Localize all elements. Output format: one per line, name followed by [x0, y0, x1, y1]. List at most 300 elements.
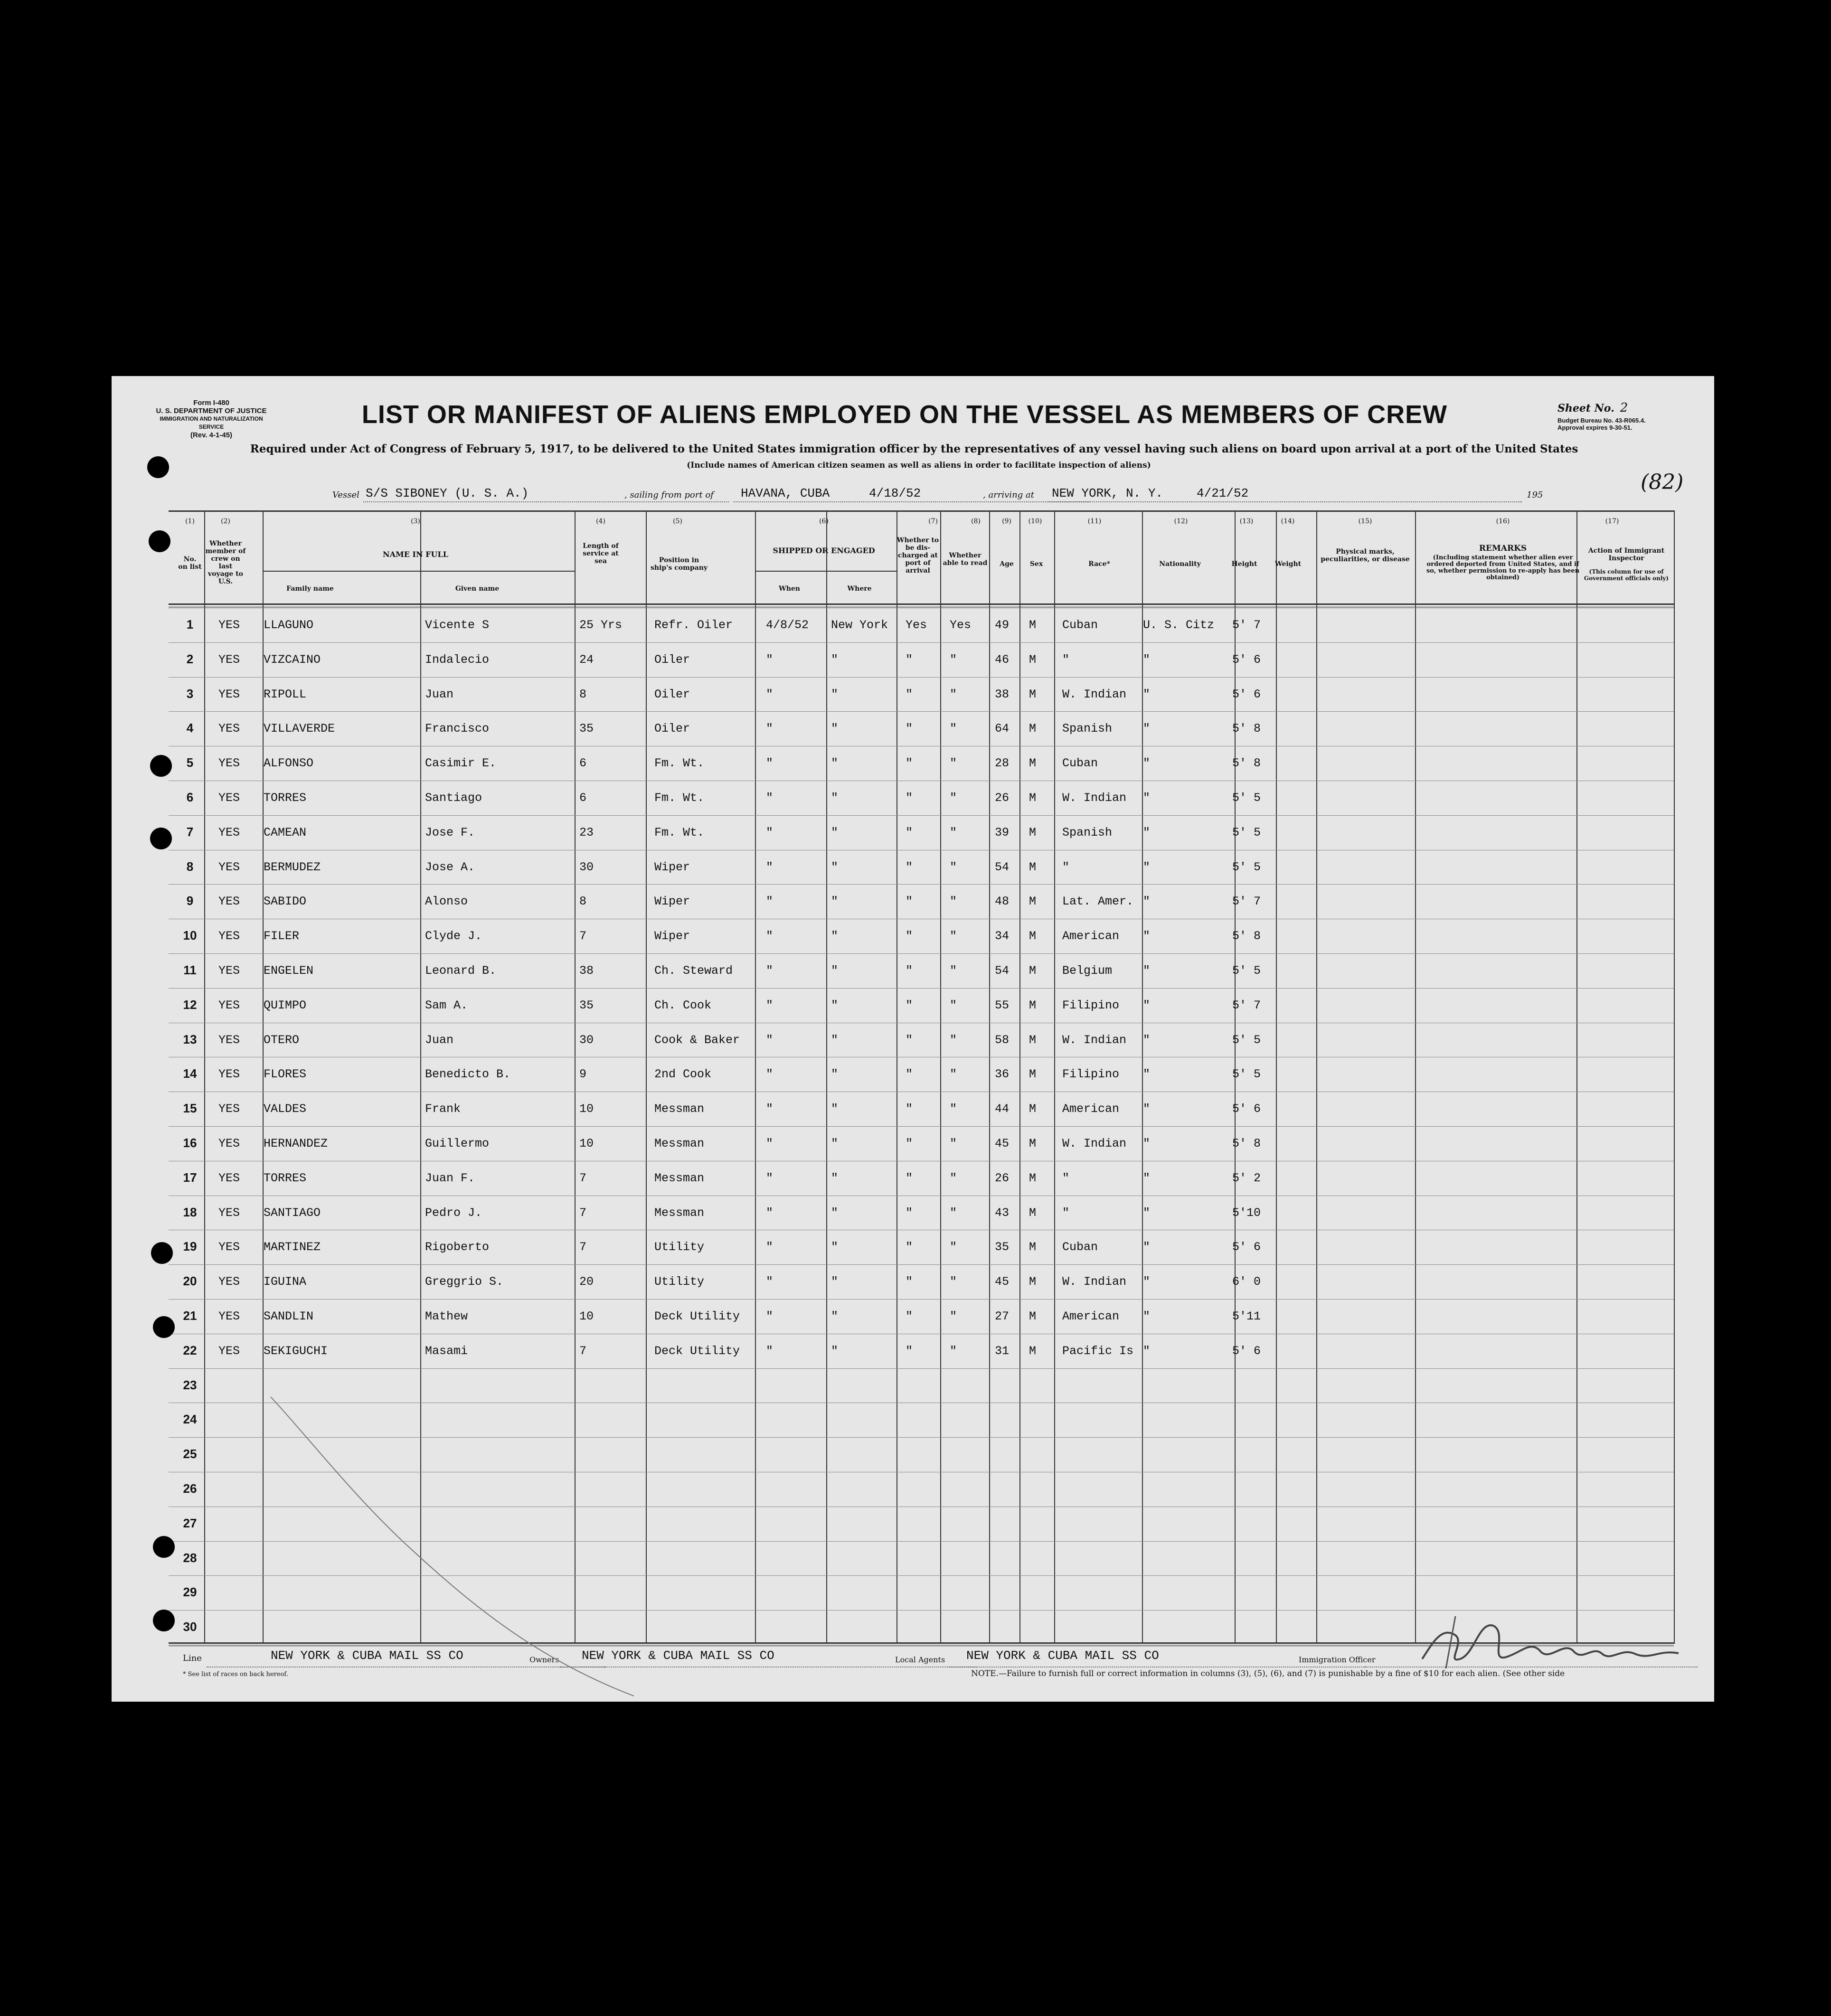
cell-read: "	[950, 1171, 957, 1185]
cell-when: "	[766, 722, 774, 736]
agents-value: NEW YORK & CUBA MAIL SS CO	[966, 1649, 1159, 1663]
cell-length: 8	[579, 895, 587, 909]
col-num-14: (14)	[1281, 518, 1295, 525]
cell-sex: M	[1029, 1240, 1037, 1254]
cell-length: 35	[579, 998, 594, 1012]
cell-read: "	[950, 687, 957, 701]
cell-sex: M	[1029, 756, 1037, 771]
cell-sex: M	[1029, 1102, 1037, 1116]
cell-position: Ch. Cook	[654, 998, 712, 1012]
approval-expiry: Approval expires 9-30-51.	[1557, 424, 1633, 431]
cell-given: Leonard B.	[425, 964, 497, 978]
cell-nationality: "	[1143, 1240, 1151, 1254]
cell-family: TORRES	[264, 1171, 307, 1185]
cell-position: Messman	[654, 1206, 705, 1220]
cell-last: YES	[218, 1344, 240, 1358]
cell-position: Ch. Steward	[654, 964, 733, 978]
cell-race: W. Indian	[1062, 791, 1127, 805]
cell-given: Benedicto B.	[425, 1067, 511, 1082]
header-divider	[263, 571, 575, 572]
cell-given: Santiago	[425, 791, 482, 805]
row-divider	[169, 988, 1674, 989]
cell-nationality: "	[1143, 791, 1151, 805]
cell-last: YES	[218, 998, 240, 1012]
row-number: 23	[183, 1377, 197, 1392]
cell-family: SANDLIN	[264, 1309, 314, 1323]
cell-length: 24	[579, 652, 594, 667]
binder-hole	[153, 1610, 175, 1631]
binder-hole	[153, 1536, 175, 1558]
row-number: 10	[183, 928, 197, 943]
cell-read: "	[950, 722, 957, 736]
cell-when: "	[766, 1067, 774, 1082]
cell-where: "	[831, 1137, 839, 1150]
col-label-position: Position in ship's company	[650, 556, 708, 572]
cell-when: "	[766, 998, 774, 1012]
cell-height: 5' 8	[1232, 929, 1261, 943]
col-num-17: (17)	[1605, 518, 1619, 525]
sailing-date: 4/18/52	[869, 486, 921, 500]
row-number: 13	[183, 1032, 197, 1046]
cell-length: 7	[579, 1171, 587, 1185]
cell-height: 5' 5	[1232, 1033, 1261, 1047]
cell-discharged: "	[906, 652, 913, 667]
col-num-7: (7)	[928, 518, 938, 525]
cell-race: "	[1062, 1171, 1070, 1185]
col-label-physical: Physical marks, peculiarities, or disease	[1321, 548, 1410, 563]
cell-position: Fm. Wt.	[654, 791, 705, 805]
cell-last: YES	[218, 652, 240, 667]
column-divider	[1054, 510, 1055, 1644]
cell-discharged: "	[906, 1240, 913, 1254]
cell-given: Casimir E.	[425, 756, 497, 771]
cell-read: "	[950, 1033, 957, 1047]
cell-race: W. Indian	[1062, 687, 1127, 701]
row-number: 3	[186, 686, 194, 701]
row-number: 28	[183, 1550, 197, 1565]
cell-height: 5' 7	[1232, 618, 1261, 632]
cell-length: 6	[579, 756, 587, 771]
cell-read: "	[950, 791, 957, 805]
cell-position: 2nd Cook	[654, 1067, 712, 1082]
cell-last: YES	[218, 929, 240, 943]
cell-age: 31	[995, 1344, 1010, 1358]
cell-nationality: "	[1143, 652, 1151, 667]
cell-age: 55	[995, 998, 1010, 1012]
cell-race: "	[1062, 652, 1070, 667]
cell-when: "	[766, 860, 774, 874]
cell-height: 5' 5	[1232, 964, 1261, 978]
cell-when: "	[766, 1102, 774, 1116]
cell-when: "	[766, 964, 774, 978]
row-divider	[169, 642, 1674, 643]
cell-age: 35	[995, 1240, 1010, 1254]
row-number: 29	[183, 1585, 197, 1600]
cell-age: 54	[995, 964, 1010, 978]
cell-discharged: "	[906, 964, 913, 978]
cell-sex: M	[1029, 1344, 1037, 1358]
col-label-nationality: Nationality	[1159, 560, 1201, 568]
cell-nationality: "	[1143, 1309, 1151, 1323]
cell-discharged: "	[906, 998, 913, 1012]
cell-age: 38	[995, 687, 1010, 701]
cell-sex: M	[1029, 687, 1037, 701]
sailing-port: HAVANA, CUBA	[741, 486, 830, 500]
cell-height: 5' 2	[1232, 1171, 1261, 1185]
diagonal-mark	[268, 1392, 648, 1701]
cell-where: New York	[831, 618, 888, 632]
cell-read: "	[950, 1067, 957, 1082]
cell-last: YES	[218, 756, 240, 771]
row-number: 4	[186, 721, 194, 735]
cell-last: YES	[218, 1275, 240, 1289]
cell-nationality: "	[1143, 860, 1151, 874]
row-divider	[169, 1299, 1674, 1300]
cell-discharged: "	[906, 1309, 913, 1323]
cell-family: VILLAVERDE	[264, 722, 335, 736]
cell-nationality: "	[1143, 1275, 1151, 1289]
sheet-number: 2	[1620, 401, 1628, 415]
cell-age: 43	[995, 1206, 1010, 1220]
cell-read: "	[950, 998, 957, 1012]
col-label-shipped: SHIPPED OR ENGAGED	[773, 546, 875, 555]
column-divider	[989, 510, 990, 1644]
cell-position: Wiper	[654, 895, 690, 909]
cell-length: 8	[579, 687, 587, 701]
cell-where: "	[831, 1344, 839, 1358]
cell-when: 4/8/52	[766, 618, 809, 632]
row-number: 20	[183, 1274, 197, 1289]
sheet-info	[1557, 401, 1700, 431]
cell-last: YES	[218, 687, 240, 701]
row-number: 26	[183, 1481, 197, 1496]
form-number: Form I-480	[193, 399, 229, 407]
cell-race: Belgium	[1062, 964, 1113, 978]
column-divider	[1316, 510, 1317, 1644]
cell-length: 38	[579, 964, 594, 978]
col-num-13: (13)	[1239, 518, 1254, 525]
cell-age: 39	[995, 825, 1010, 839]
col-label-race: Race*	[1088, 560, 1110, 568]
cell-age: 45	[995, 1275, 1010, 1289]
cell-when: "	[766, 791, 774, 805]
cell-discharged: "	[906, 895, 913, 909]
cell-sex: M	[1029, 860, 1037, 874]
cell-age: 36	[995, 1067, 1010, 1082]
cell-sex: M	[1029, 825, 1037, 839]
cell-race: "	[1062, 860, 1070, 874]
cell-nationality: "	[1143, 1137, 1151, 1150]
cell-given: Masami	[425, 1344, 468, 1358]
cell-sex: M	[1029, 964, 1037, 978]
cell-given: Frank	[425, 1102, 461, 1116]
cell-read: "	[950, 1240, 957, 1254]
cell-when: "	[766, 1171, 774, 1185]
cell-family: VIZCAINO	[264, 652, 321, 667]
col-label-remarks-note: (Including statement whether alien ever ordered deported from United States, and if so, whether permission to re-apply has been obtained)	[1426, 554, 1580, 581]
row-number: 27	[183, 1516, 197, 1530]
cell-family: ENGELEN	[264, 964, 314, 978]
cell-nationality: "	[1143, 756, 1151, 771]
sailing-label: , sailing from port of	[624, 490, 714, 500]
cell-length: 7	[579, 929, 587, 943]
col-num-12: (12)	[1174, 518, 1188, 525]
column-divider	[1276, 510, 1277, 1644]
cell-given: Juan	[425, 1033, 454, 1047]
cell-position: Messman	[654, 1171, 705, 1185]
cell-length: 20	[579, 1275, 594, 1289]
cell-last: YES	[218, 964, 240, 978]
page-subtitle-note: (Include names of American citizen seamen as well as aliens in order to facilitate inspection of aliens)	[687, 461, 1151, 470]
cell-read: "	[950, 1344, 957, 1358]
cell-family: TORRES	[264, 791, 307, 805]
cell-last: YES	[218, 825, 240, 839]
cell-sex: M	[1029, 929, 1037, 943]
cell-nationality: "	[1143, 722, 1151, 736]
cell-height: 5' 7	[1232, 895, 1261, 909]
row-number: 7	[186, 824, 194, 839]
cell-given: Mathew	[425, 1309, 468, 1323]
row-number: 16	[183, 1136, 197, 1150]
cell-given: Guillermo	[425, 1137, 490, 1150]
cell-sex: M	[1029, 1309, 1037, 1323]
cell-race: Filipino	[1062, 1067, 1120, 1082]
col-label-name: NAME IN FULL	[382, 550, 448, 559]
row-divider	[169, 884, 1674, 885]
cell-age: 44	[995, 1102, 1010, 1116]
cell-sex: M	[1029, 652, 1037, 667]
cell-where: "	[831, 825, 839, 839]
row-divider	[169, 1126, 1674, 1127]
row-number: 6	[186, 790, 194, 804]
cell-age: 45	[995, 1137, 1010, 1150]
cell-length: 7	[579, 1344, 587, 1358]
page-title: LIST OR MANIFEST OF ALIENS EMPLOYED ON THE VESSEL AS MEMBERS OF CREW	[361, 400, 1448, 429]
cell-position: Fm. Wt.	[654, 825, 705, 839]
binder-hole	[153, 1316, 175, 1338]
cell-last: YES	[218, 1102, 240, 1116]
cell-family: CAMEAN	[264, 825, 307, 839]
cell-discharged: "	[906, 825, 913, 839]
col-num-11: (11)	[1087, 518, 1102, 525]
col-label-last-voyage: Whether member of crew on last voyage to U.S.	[205, 540, 246, 585]
cell-given: Jose F.	[425, 825, 475, 839]
cell-position: Utility	[654, 1240, 705, 1254]
cell-read: "	[950, 652, 957, 667]
cell-when: "	[766, 825, 774, 839]
cell-discharged: "	[906, 791, 913, 805]
cell-discharged: "	[906, 1171, 913, 1185]
cell-race: Cuban	[1062, 618, 1098, 632]
col-label-length: Length of service at sea	[583, 542, 619, 565]
col-label-sex: Sex	[1029, 560, 1043, 568]
cell-family: BERMUDEZ	[264, 860, 321, 874]
cell-height: 5' 7	[1232, 998, 1261, 1012]
cell-where: "	[831, 929, 839, 943]
binder-hole	[151, 1242, 173, 1264]
row-number: 1	[186, 617, 194, 631]
cell-race: Spanish	[1062, 722, 1113, 736]
row-divider	[169, 711, 1674, 712]
cell-position: Oiler	[654, 722, 690, 736]
cell-last: YES	[218, 618, 240, 632]
cell-family: LLAGUNO	[264, 618, 314, 632]
cell-where: "	[831, 1309, 839, 1323]
cell-discharged: "	[906, 860, 913, 874]
cell-when: "	[766, 1344, 774, 1358]
cell-nationality: "	[1143, 1171, 1151, 1185]
cell-nationality: "	[1143, 1102, 1151, 1116]
cell-length: 10	[579, 1137, 594, 1150]
cell-position: Cook & Baker	[654, 1033, 740, 1047]
cell-nationality: "	[1143, 1067, 1151, 1082]
cell-nationality: "	[1143, 825, 1151, 839]
cell-read: Yes	[950, 618, 972, 632]
row-divider	[169, 1368, 1674, 1369]
cell-where: "	[831, 652, 839, 667]
cell-race: Spanish	[1062, 825, 1113, 839]
column-divider	[826, 510, 827, 1644]
cell-race: American	[1062, 929, 1120, 943]
cell-where: "	[831, 1171, 839, 1185]
cell-discharged: "	[906, 929, 913, 943]
page-subtitle: Required under Act of Congress of February 5, 1917, to be delivered to the United States immigration officer by the representatives of any vessel having such aliens on board upon arrival at a port of the United States	[250, 443, 1578, 455]
cell-nationality: U. S. Citz	[1143, 618, 1215, 632]
cell-height: 5' 8	[1232, 722, 1261, 736]
cell-nationality: "	[1143, 687, 1151, 701]
cell-where: "	[831, 895, 839, 909]
races-note: * See list of races on back hereof.	[183, 1671, 288, 1678]
cell-last: YES	[218, 1240, 240, 1254]
cell-discharged: Yes	[906, 618, 927, 632]
cell-race: Filipino	[1062, 998, 1120, 1012]
row-number: 2	[186, 651, 194, 666]
cell-read: "	[950, 1275, 957, 1289]
cell-height: 5' 8	[1232, 756, 1261, 771]
column-divider	[755, 510, 756, 1644]
cell-position: Messman	[654, 1137, 705, 1150]
cell-age: 46	[995, 652, 1010, 667]
cell-race: American	[1062, 1309, 1120, 1323]
cell-height: 5' 5	[1232, 825, 1261, 839]
cell-race: "	[1062, 1206, 1070, 1220]
cell-discharged: "	[906, 1137, 913, 1150]
cell-read: "	[950, 929, 957, 943]
arrival-port: NEW YORK, N. Y.	[1052, 486, 1163, 500]
cell-discharged: "	[906, 756, 913, 771]
cell-given: Rigoberto	[425, 1240, 490, 1254]
vessel-name: S/S SIBONEY (U. S. A.)	[366, 486, 529, 500]
cell-race: Pacific Is	[1062, 1344, 1134, 1358]
vessel-label: Vessel	[332, 490, 359, 500]
row-divider	[169, 677, 1674, 678]
cell-height: 5' 8	[1232, 1137, 1261, 1150]
agents-label: Local Agents	[895, 1655, 945, 1664]
cell-last: YES	[218, 1206, 240, 1220]
cell-age: 64	[995, 722, 1010, 736]
form-revision: (Rev. 4-1-45)	[190, 431, 233, 439]
cell-discharged: "	[906, 1067, 913, 1082]
col-label-read: Whether able to read	[943, 552, 988, 567]
cell-length: 10	[579, 1309, 594, 1323]
cell-race: Cuban	[1062, 1240, 1098, 1254]
cell-height: 5'11	[1232, 1309, 1261, 1323]
col-label-age: Age	[1000, 560, 1014, 568]
cell-nationality: "	[1143, 1206, 1151, 1220]
cell-sex: M	[1029, 998, 1037, 1012]
cell-when: "	[766, 756, 774, 771]
cell-length: 6	[579, 791, 587, 805]
row-number: 19	[183, 1239, 197, 1254]
column-divider	[1576, 510, 1577, 1644]
cell-length: 25 Yrs	[579, 618, 623, 632]
column-divider	[940, 510, 941, 1644]
cell-family: HERNANDEZ	[264, 1137, 328, 1150]
cell-when: "	[766, 1137, 774, 1150]
cell-given: Juan F.	[425, 1171, 475, 1185]
cell-where: "	[831, 756, 839, 771]
cell-where: "	[831, 1067, 839, 1082]
cell-family: SANTIAGO	[264, 1206, 321, 1220]
cell-length: 23	[579, 825, 594, 839]
cell-position: Refr. Oiler	[654, 618, 733, 632]
column-divider	[1674, 510, 1675, 1644]
year-label: 195	[1527, 490, 1543, 500]
cell-nationality: "	[1143, 998, 1151, 1012]
cell-discharged: "	[906, 1102, 913, 1116]
cell-where: "	[831, 1102, 839, 1116]
cell-last: YES	[218, 1171, 240, 1185]
cell-race: Cuban	[1062, 756, 1098, 771]
officer-signature	[1413, 1607, 1764, 1678]
row-number: 14	[183, 1066, 197, 1081]
row-number: 5	[186, 755, 194, 770]
cell-read: "	[950, 825, 957, 839]
cell-height: 6' 0	[1232, 1275, 1261, 1289]
cell-race: Lat. Amer.	[1062, 895, 1134, 909]
cell-age: 28	[995, 756, 1010, 771]
row-number: 17	[183, 1170, 197, 1185]
cell-where: "	[831, 998, 839, 1012]
cell-family: QUIMPO	[264, 998, 307, 1012]
row-number: 25	[183, 1447, 197, 1461]
manifest-sheet	[112, 376, 1714, 1702]
fine-note: NOTE.—Failure to furnish full or correct information in columns (3), (5), (6), and (7) is punishable by a fine of $10 for each alien. (See other side	[971, 1669, 1565, 1678]
cell-where: "	[831, 1240, 839, 1254]
cell-position: Fm. Wt.	[654, 756, 705, 771]
table-header-border	[169, 603, 1674, 605]
page-mark: (82)	[1641, 470, 1684, 494]
cell-given: Clyde J.	[425, 929, 482, 943]
cell-length: 30	[579, 860, 594, 874]
cell-when: "	[766, 1033, 774, 1047]
form-service: IMMIGRATION AND NATURALIZATION SERVICE	[160, 415, 263, 430]
cell-last: YES	[218, 791, 240, 805]
cell-nationality: "	[1143, 1344, 1151, 1358]
sheet-label: Sheet No.	[1557, 402, 1614, 415]
cell-height: 5' 5	[1232, 791, 1261, 805]
cell-when: "	[766, 895, 774, 909]
cell-where: "	[831, 722, 839, 736]
voyage-line	[112, 485, 1714, 504]
col-label-given: Given name	[455, 585, 500, 593]
binder-hole	[150, 828, 172, 849]
cell-height: 5' 6	[1232, 652, 1261, 667]
cell-sex: M	[1029, 1171, 1037, 1185]
cell-height: 5' 5	[1232, 1067, 1261, 1082]
cell-sex: M	[1029, 1137, 1037, 1150]
cell-read: "	[950, 1309, 957, 1323]
